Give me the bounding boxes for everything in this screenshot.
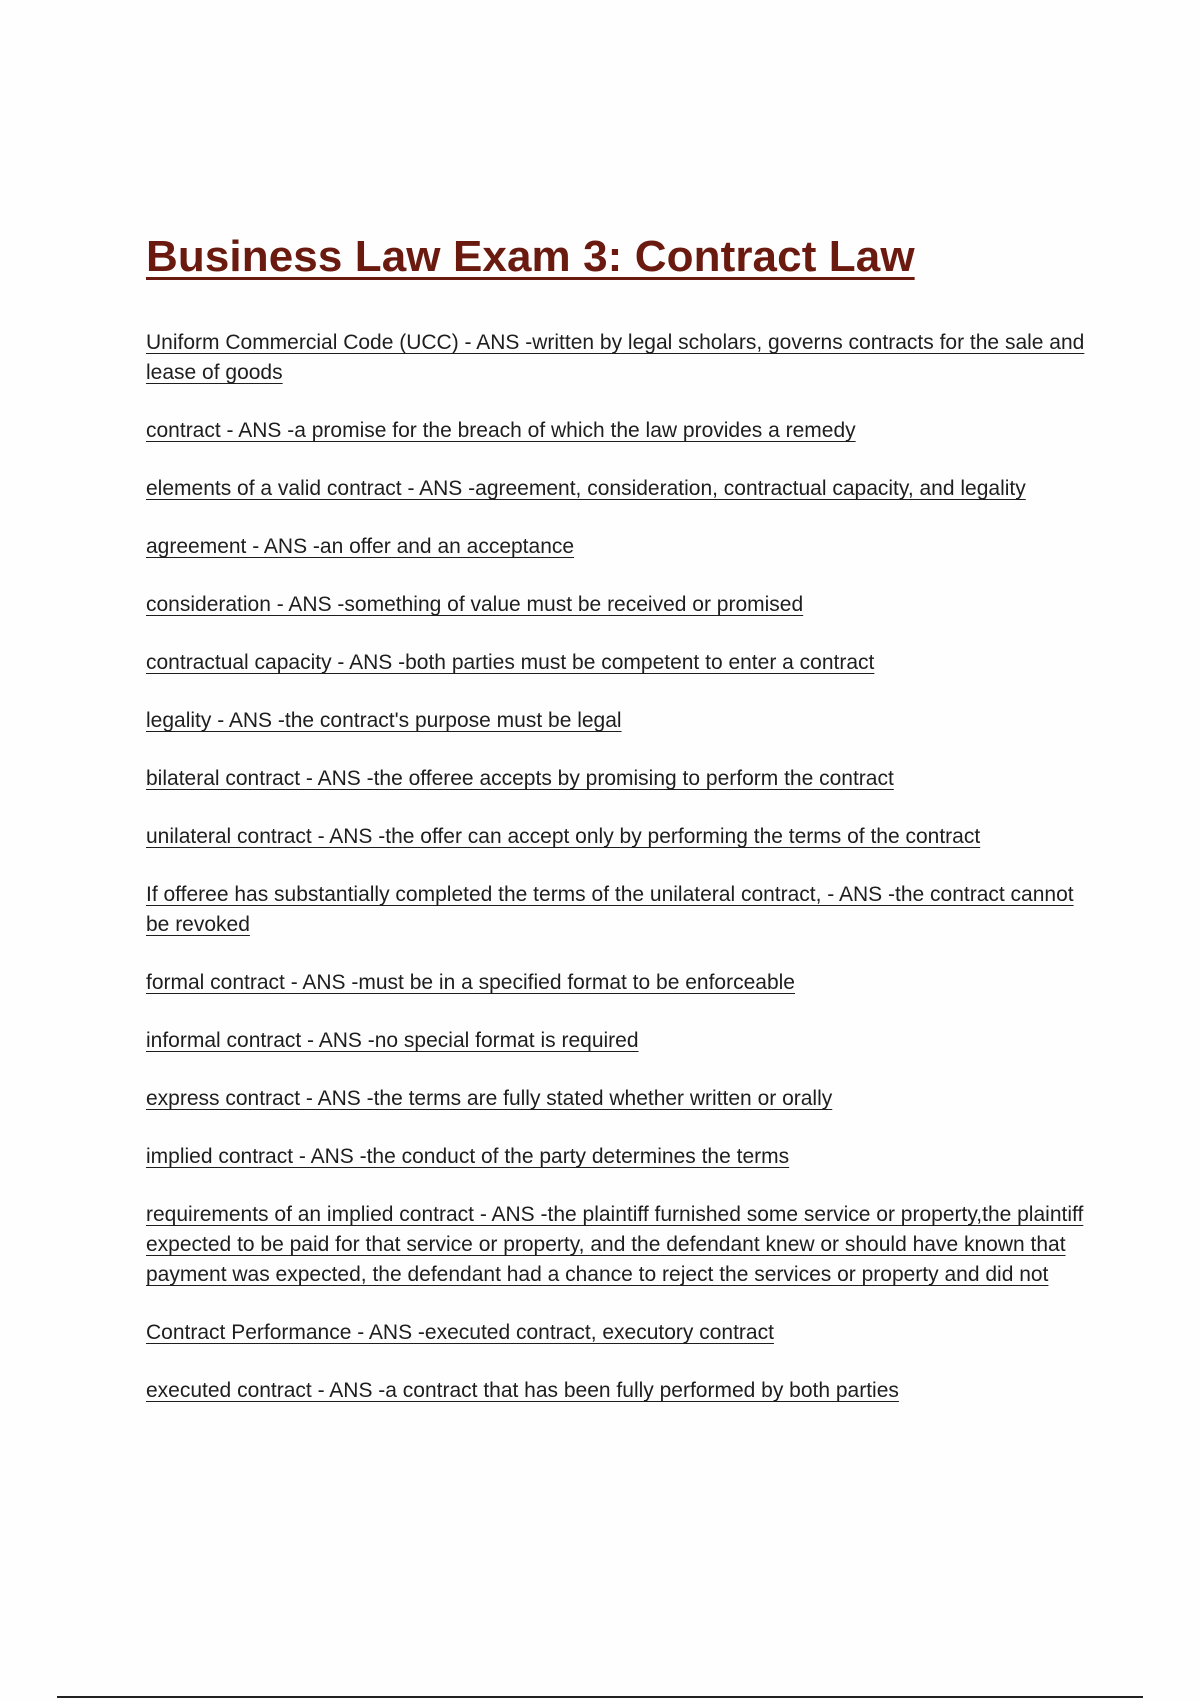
flashcard-entry-executed: executed contract - ANS -a contract that has been fully performed by both parties	[146, 1379, 899, 1402]
flashcard-entry-express: express contract - ANS -the terms are fully stated whether written or orally	[146, 1087, 833, 1110]
flashcard-entry-implied: implied contract - ANS -the conduct of the party determines the terms	[146, 1145, 790, 1168]
page-title: Business Law Exam 3: Contract Law	[146, 232, 915, 281]
flashcard-entry-performance: Contract Performance - ANS -executed contract, executory contract	[146, 1321, 774, 1344]
flashcard-entry-ucc: Uniform Commercial Code (UCC) - ANS -written by legal scholars, governs contracts for the sale and lease of goods	[146, 331, 1085, 384]
flashcard-list	[146, 328, 1086, 1434]
page-bottom-rule	[57, 1696, 1143, 1698]
flashcard-entry-formal: formal contract - ANS -must be in a specified format to be enforceable	[146, 971, 795, 994]
flashcard-entry-unilateral: unilateral contract - ANS -the offer can accept only by performing the terms of the contract	[146, 825, 981, 848]
flashcard-entry-contract: contract - ANS -a promise for the breach of which the law provides a remedy	[146, 419, 856, 442]
flashcard-entry-offeree: If offeree has substantially completed the terms of the unilateral contract, - ANS -the contract cannot be revoked	[146, 883, 1074, 936]
flashcard-entry-legality: legality - ANS -the contract's purpose must be legal	[146, 709, 622, 732]
flashcard-entry-capacity: contractual capacity - ANS -both parties must be competent to enter a contract	[146, 651, 875, 674]
flashcard-entry-consideration: consideration - ANS -something of value must be received or promised	[146, 593, 804, 616]
flashcard-entry-informal: informal contract - ANS -no special format is required	[146, 1029, 639, 1052]
flashcard-entry-implied-requirements: requirements of an implied contract - ANS -the plaintiff furnished some service or property,the plaintiff expected to be paid for that service or property, and the defendant knew or should have known that payment was expected, the defendant had a chance to reject the services or property and did not	[146, 1203, 1084, 1286]
flashcard-entry-bilateral: bilateral contract - ANS -the offeree accepts by promising to perform the contract	[146, 767, 894, 790]
flashcard-entry-agreement: agreement - ANS -an offer and an acceptance	[146, 535, 575, 558]
flashcard-entry-elements: elements of a valid contract - ANS -agreement, consideration, contractual capacity, and legality	[146, 477, 1026, 500]
